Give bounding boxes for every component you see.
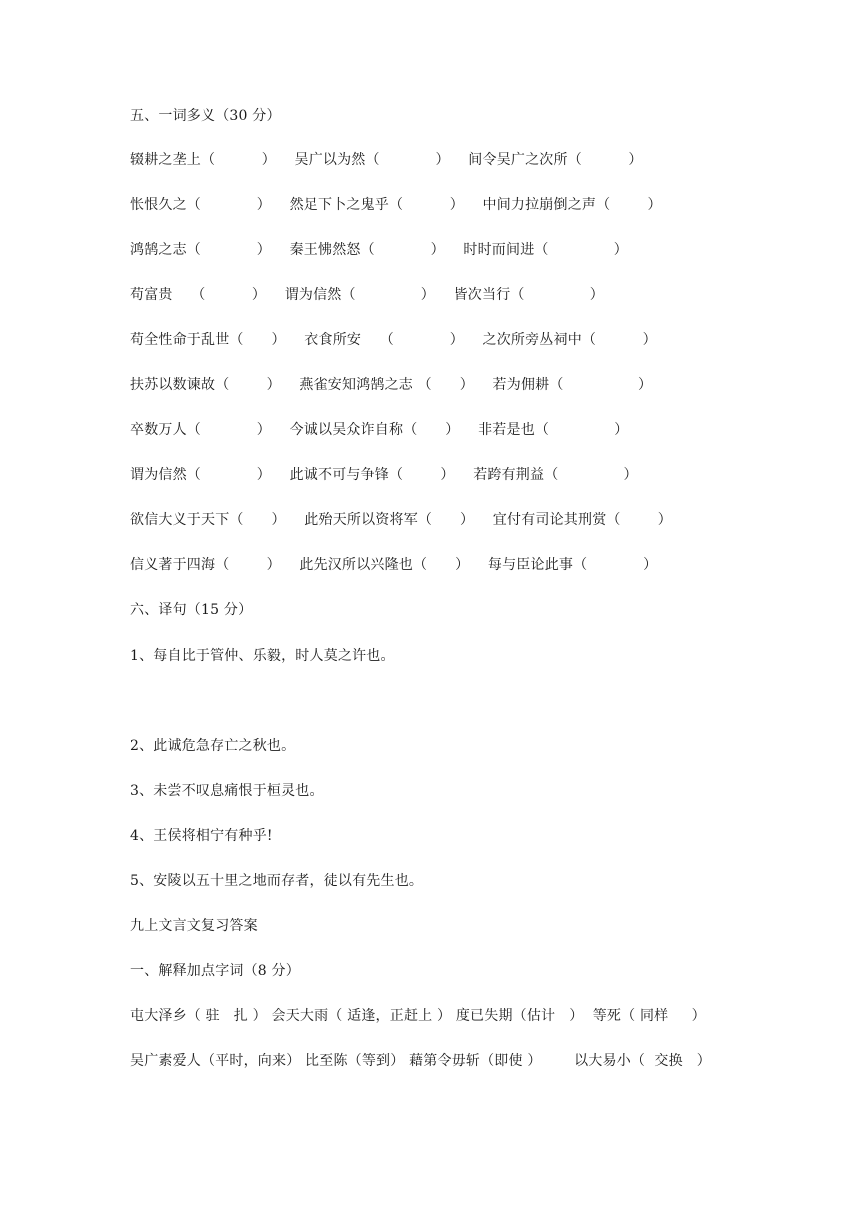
answer-row-1: 屯大泽乡（ 驻 扎 ） 会天大雨（ 适逢，正赶上 ） 度已失期（估计 ） 等死（ 同样 ） xyxy=(130,1008,706,1024)
polysemy-row-3: 鸿鹄之志（ ） 秦王怫然怒（ ） 时时而间进（ ） xyxy=(130,242,628,258)
polysemy-row-8: 谓为信然（ ） 此诚不可与争锋（ ） 若跨有荆益（ ） xyxy=(130,467,638,483)
answers-title: 九上文言文复习答案 xyxy=(130,918,258,934)
polysemy-row-1: 辍耕之垄上（ ） 吴广以为然（ ） 间令吴广之次所（ ） xyxy=(130,152,643,168)
answer-row-2: 吴广素爱人（平时，向来） 比至陈（等到） 藉第令毋斩（即使 ） 以大易小（ 交换 ） xyxy=(130,1053,711,1069)
answers-section-1-heading: 一、解释加点字词（8 分） xyxy=(130,963,300,979)
polysemy-row-4: 苟富贵 （ ） 谓为信然（ ） 皆次当行（ ） xyxy=(130,287,604,303)
translation-sentence-2: 2、此诚危急存亡之秋也。 xyxy=(130,738,296,754)
polysemy-row-10: 信义著于四海（ ） 此先汉所以兴隆也（ ） 每与臣论此事（ ） xyxy=(130,557,658,573)
translation-sentence-5: 5、安陵以五十里之地而存者，徒以有先生也。 xyxy=(130,873,424,889)
translation-sentence-4: 4、王侯将相宁有种乎! xyxy=(130,828,273,844)
polysemy-row-5: 苟全性命于乱世（ ） 衣食所安 （ ） 之次所旁丛祠中（ ） xyxy=(130,332,657,348)
translation-sentence-1: 1、每自比于管仲、乐毅，时人莫之许也。 xyxy=(130,648,395,664)
polysemy-row-6: 扶苏以数谏故（ ） 燕雀安知鸿鹄之志 （ ） 若为佣耕（ ） xyxy=(130,377,653,393)
polysemy-row-7: 卒数万人（ ） 今诚以吴众诈自称（ ） 非若是也（ ） xyxy=(130,422,629,438)
polysemy-row-2: 怅恨久之（ ） 然足下卜之鬼乎（ ） 中间力拉崩倒之声（ ） xyxy=(130,197,662,213)
polysemy-row-9: 欲信大义于天下（ ） 此殆天所以资将军（ ） 宜付有司论其刑赏（ ） xyxy=(130,512,673,528)
section-6-heading: 六、译句（15 分） xyxy=(130,602,253,618)
translation-sentence-3: 3、未尝不叹息痛恨于桓灵也。 xyxy=(130,783,324,799)
section-5-heading: 五、一词多义（30 分） xyxy=(130,108,281,124)
